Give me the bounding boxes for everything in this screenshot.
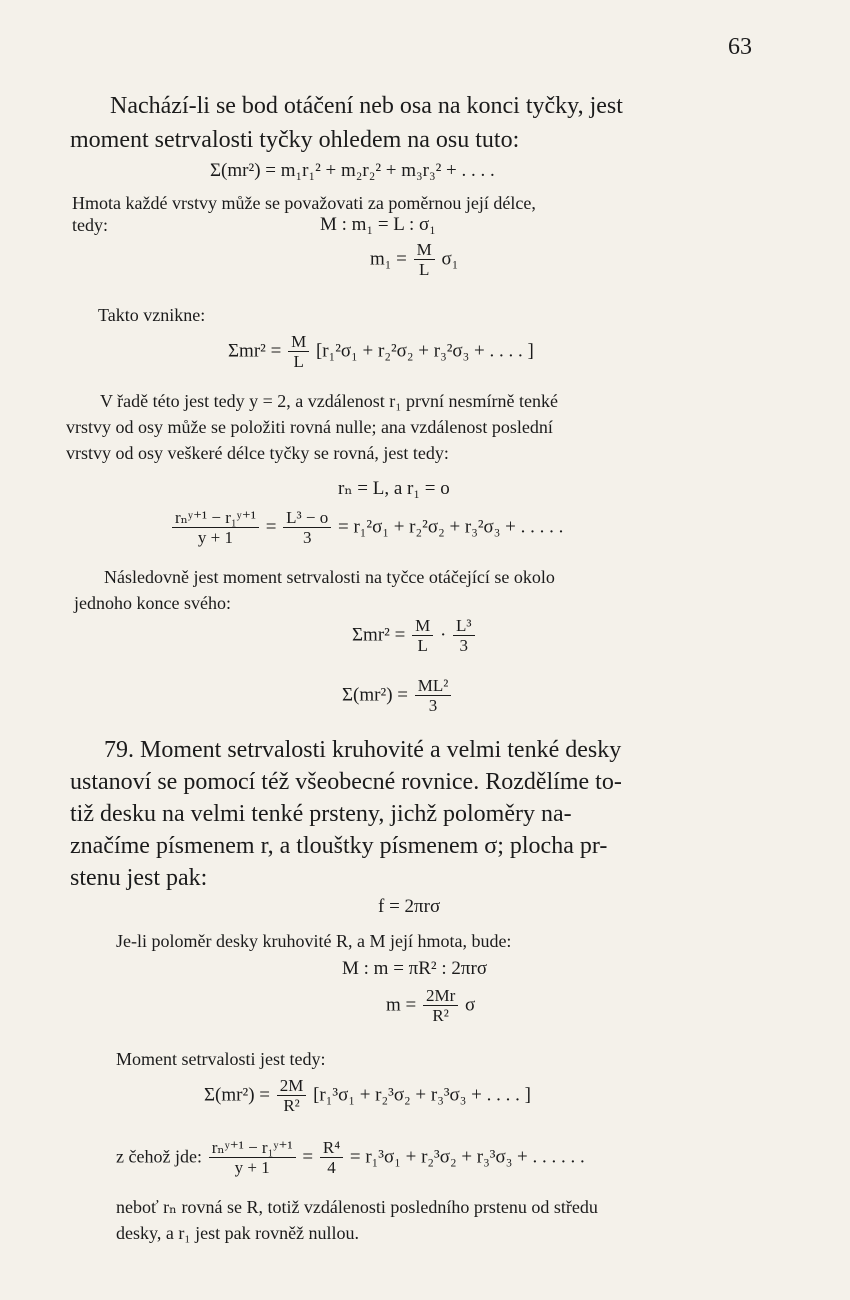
equation-sum-mr2: Σ(mr²) = m₁r₁² + m₂r₂² + m₃r₃² + . . . . [210,160,495,181]
fraction: $\frac{2Mr}{\text{R²}}$ [423,986,458,1026]
fraction: $\frac{\text{ML²}}{3}$ [415,676,452,716]
fraction: $\frac{2M}{\text{R²}}$ [277,1076,307,1116]
paragraph-line: Následovně jest moment setrvalosti na tyčce otáčející se okolo [104,567,555,587]
fraction: $\frac{\text{L³ − o}}{3}$ [283,508,331,548]
fraction: $\frac{\text{L³}}{3}$ [453,616,474,656]
paragraph-line: Hmota každé vrstvy může se považovati za poměrnou její délce, [72,193,536,213]
paragraph-line: Takto vznikne: [98,305,206,325]
section-79-line: ustanoví se pomocí též všeobecné rovnice. Rozdělíme to- [70,769,622,795]
paragraph-line: vrstvy od osy veškeré délce tyčky se rovná, jest tedy: [66,443,449,463]
equation-disk-proportion: M : m = πR² : 2πrσ [342,958,488,979]
equation-series-r3: Σ(mr²) = $\frac{2M}{\text{R²}}$ [r₁³σ₁ + r₂³σ₂ + r₃³σ₃ + . . . . ] [204,1076,531,1115]
page-number: 63 [728,34,752,60]
paragraph-line: desky, a r₁ jest pak rovněž nullou. [116,1223,360,1243]
equation-m1: m₁ = $\frac{M}{L}$ σ₁ [370,240,459,279]
equation-ring-area: f = 2πrσ [378,896,441,917]
fraction: $\frac{\text{R⁴}}{4}$ [320,1138,343,1178]
paragraph-line: Nachází-li se bod otáčení neb osa na konci tyčky, jest [110,93,623,119]
fraction: $\frac{M}{L}$ [288,332,309,372]
equation-series-r2: Σmr² = $\frac{M}{L}$ [r₁²σ₁ + r₂²σ₂ + r₃²σ₃ + . . . . ] [228,332,534,371]
paragraph-label: tedy: [72,215,108,235]
paragraph-line: V řadě této jest tedy y = 2, a vzdálenost r₁ první nesmírně tenké [100,391,558,411]
equation-proportion: M : m₁ = L : σ₁ [320,214,436,235]
section-79-line: stenu jest pak: [70,865,208,891]
fraction: $\frac{M}{L}$ [414,240,435,280]
paragraph-line: Moment setrvalosti jest tedy: [116,1049,326,1069]
section-79-line: 79. Moment setrvalosti kruhovité a velmi tenké desky [104,737,622,763]
section-79-line: tiž desku na velmi tenké prsteny, jichž poloměry na- [70,801,572,827]
equation-bounds: rₙ = L, a r₁ = o [338,478,450,499]
fraction: $\frac{M}{L}$ [412,616,433,656]
paragraph-line: neboť rₙ rovná se R, totiž vzdálenosti posledního prstenu od středu [116,1197,598,1217]
paragraph-line: jednoho konce svého: [74,593,231,613]
paragraph-line: Je-li poloměr desky kruhovité R, a M její hmota, bude: [116,931,512,951]
equation-rod-result: Σ(mr²) = $\frac{\text{ML²}}{3}$ [342,676,453,716]
equation-integral-rod: $\frac{\text{rₙʸ⁺¹ − r₁ʸ⁺¹}}{y + 1}$ = $\frac{\text{L³ − o}}{3}$ = r₁²σ₁ + r₂²σ₂ + r₃²σ₃ + . . . . . [170,508,563,548]
fraction: $\frac{\text{rₙʸ⁺¹ − r₁ʸ⁺¹}}{y + 1}$ [209,1138,296,1178]
equation-ring-mass: m = $\frac{2Mr}{\text{R²}}$ σ [386,986,476,1025]
equation-integral-disk: z čehož jde: $\frac{\text{rₙʸ⁺¹ − r₁ʸ⁺¹}}{y + 1}$ = $\frac{\text{R⁴}}{4}$ = r₁³σ₁ + r₂³σ₂ + r₃³σ₃ + . . . . . . [116,1138,585,1177]
section-79-line: značíme písmenem r, a tlouštky písmenem σ; plocha pr- [70,833,608,859]
paragraph-line: moment setrvalosti tyčky ohledem na osu tuto: [70,127,520,153]
equation-rod-moment: Σmr² = $\frac{M}{L}$ · $\frac{\text{L³}}{3}$ [352,616,477,656]
fraction: $\frac{\text{rₙʸ⁺¹ − r₁ʸ⁺¹}}{y + 1}$ [172,508,259,548]
paragraph-line: vrstvy od osy může se položiti rovná nulle; ana vzdálenost poslední [66,417,553,437]
